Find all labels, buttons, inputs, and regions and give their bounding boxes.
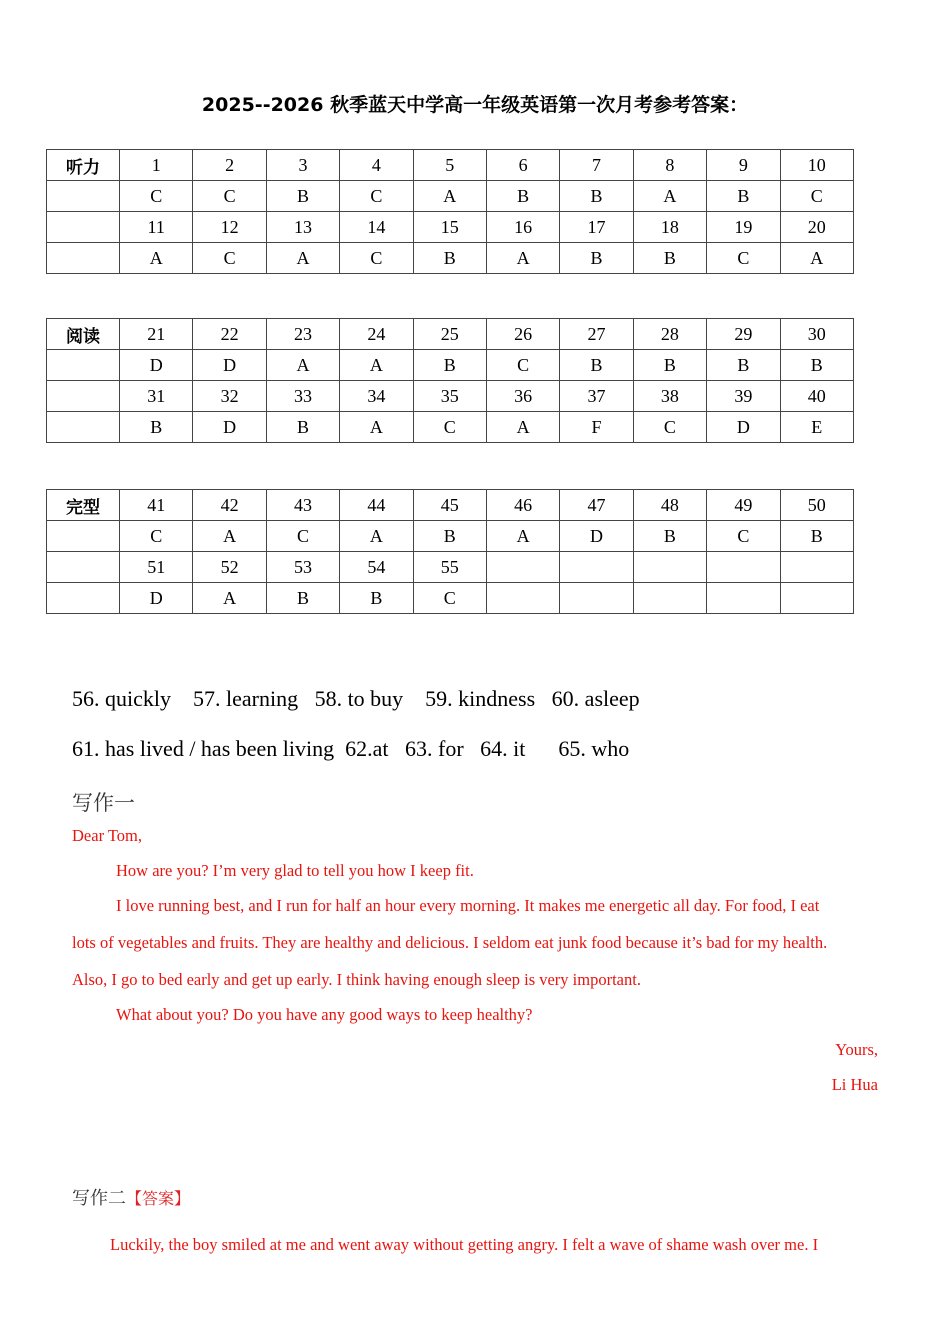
table-cell: 5 xyxy=(413,150,486,181)
table-cell: C xyxy=(707,521,780,552)
table-cell: B xyxy=(560,243,633,274)
table-cell: C xyxy=(266,521,339,552)
table-cell: 39 xyxy=(707,381,780,412)
table-cell: 9 xyxy=(707,150,780,181)
table-cell: B xyxy=(707,350,780,381)
table-cell xyxy=(780,583,853,614)
table-label: 阅读 xyxy=(47,319,120,350)
table-cell: 16 xyxy=(486,212,559,243)
table-cell: C xyxy=(340,181,413,212)
table-cell: D xyxy=(193,350,266,381)
table-label-empty xyxy=(47,381,120,412)
table-cell: B xyxy=(266,181,339,212)
table-cell: C xyxy=(120,521,193,552)
table-cell: 30 xyxy=(780,319,853,350)
writing-2-title-text: 写作二 xyxy=(72,1188,126,1209)
table-cell: A xyxy=(633,181,706,212)
reading-answer-table xyxy=(46,318,854,443)
table-label-empty xyxy=(47,552,120,583)
letter-paragraph-3: What about you? Do you have any good ways to keep healthy? xyxy=(116,1005,533,1024)
table-cell: 10 xyxy=(780,150,853,181)
table-cell: B xyxy=(560,350,633,381)
table-cell: 11 xyxy=(120,212,193,243)
table-cell: B xyxy=(633,521,706,552)
table-cell: 21 xyxy=(120,319,193,350)
table-cell: D xyxy=(120,583,193,614)
table-cell: C xyxy=(413,583,486,614)
table-cell: A xyxy=(120,243,193,274)
table-cell: A xyxy=(486,412,559,443)
page-title: 2025--2026 秋季蓝天中学高一年级英语第一次月考参考答案： xyxy=(201,94,749,116)
table-label-empty xyxy=(47,412,120,443)
table-cell: 15 xyxy=(413,212,486,243)
table-cell: A xyxy=(266,243,339,274)
table-cell: 3 xyxy=(266,150,339,181)
letter-greeting: Dear Tom, xyxy=(72,826,143,845)
table-cell: B xyxy=(707,181,780,212)
table-cell: 45 xyxy=(413,490,486,521)
table-cell: A xyxy=(266,350,339,381)
table-cell: 34 xyxy=(340,381,413,412)
table-cell: 52 xyxy=(193,552,266,583)
letter-paragraph-2-line-2: lots of vegetables and fruits. They are healthy and delicious. I seldom eat junk food because it’s bad for my health. xyxy=(72,933,828,952)
table-cell: 23 xyxy=(266,319,339,350)
table-cell: C xyxy=(780,181,853,212)
table-cell: 4 xyxy=(340,150,413,181)
table-cell: 38 xyxy=(633,381,706,412)
table-cell: A xyxy=(486,243,559,274)
table-cell: F xyxy=(560,412,633,443)
table-cell: C xyxy=(413,412,486,443)
table-cell: B xyxy=(266,412,339,443)
table-cell: 37 xyxy=(560,381,633,412)
table-cell: D xyxy=(120,350,193,381)
table-cell xyxy=(486,583,559,614)
table-cell: 20 xyxy=(780,212,853,243)
table-cell: B xyxy=(780,521,853,552)
table-cell: 29 xyxy=(707,319,780,350)
table-cell: 7 xyxy=(560,150,633,181)
table-label-empty xyxy=(47,521,120,552)
table-cell: C xyxy=(193,243,266,274)
table-cell: C xyxy=(486,350,559,381)
table-label-empty xyxy=(47,212,120,243)
writing-2-answer-line-1: Luckily, the boy smiled at me and went away without getting angry. I felt a wave of shame wash over me. I xyxy=(110,1235,819,1254)
table-cell: A xyxy=(780,243,853,274)
table-cell: D xyxy=(560,521,633,552)
table-cell: 22 xyxy=(193,319,266,350)
table-cell: 42 xyxy=(193,490,266,521)
table-cell: B xyxy=(266,583,339,614)
table-cell xyxy=(560,552,633,583)
table-cell: D xyxy=(707,412,780,443)
table-cell: 43 xyxy=(266,490,339,521)
table-cell xyxy=(780,552,853,583)
letter-closing: Yours, xyxy=(835,1040,878,1059)
table-cell xyxy=(707,583,780,614)
table-cell: B xyxy=(120,412,193,443)
table-cell: B xyxy=(633,350,706,381)
table-cell: 17 xyxy=(560,212,633,243)
table-cell: C xyxy=(340,243,413,274)
table-cell: 26 xyxy=(486,319,559,350)
table-cell: A xyxy=(340,412,413,443)
table-cell: C xyxy=(707,243,780,274)
table-cell: 25 xyxy=(413,319,486,350)
table-cell: 48 xyxy=(633,490,706,521)
writing-2-title xyxy=(72,1184,190,1210)
table-label-empty xyxy=(47,181,120,212)
table-cell: 27 xyxy=(560,319,633,350)
table-cell: A xyxy=(340,350,413,381)
table-cell: 28 xyxy=(633,319,706,350)
table-cell: 41 xyxy=(120,490,193,521)
letter-paragraph-2-line-1: I love running best, and I run for half an hour every morning. It makes me energetic all day. For food, I eat xyxy=(116,896,820,915)
table-cell: 13 xyxy=(266,212,339,243)
table-cell: 55 xyxy=(413,552,486,583)
table-cell: 24 xyxy=(340,319,413,350)
table-cell: 2 xyxy=(193,150,266,181)
table-cell: 50 xyxy=(780,490,853,521)
answer-tag: 【答案】 xyxy=(126,1189,191,1208)
table-cell xyxy=(560,583,633,614)
table-cell: B xyxy=(780,350,853,381)
table-cell: A xyxy=(413,181,486,212)
fill-blank-answers-line-1: 56. quickly 57. learning 58. to buy 59. kindness 60. asleep xyxy=(72,686,640,711)
table-cell: 36 xyxy=(486,381,559,412)
listening-answer-table xyxy=(46,149,854,274)
table-cell: E xyxy=(780,412,853,443)
table-cell: 6 xyxy=(486,150,559,181)
letter-paragraph-2-line-3: Also, I go to bed early and get up early. I think having enough sleep is very important. xyxy=(72,970,641,989)
table-label: 完型 xyxy=(47,490,120,521)
table-cell: B xyxy=(633,243,706,274)
table-cell: B xyxy=(413,350,486,381)
table-cell: 33 xyxy=(266,381,339,412)
table-cell xyxy=(633,583,706,614)
letter-paragraph-1: How are you? I’m very glad to tell you how I keep fit. xyxy=(116,861,474,880)
table-cell: 35 xyxy=(413,381,486,412)
table-cell: B xyxy=(413,521,486,552)
table-cell: A xyxy=(193,583,266,614)
cloze-answer-table xyxy=(46,489,854,614)
table-cell: 32 xyxy=(193,381,266,412)
fill-blank-answers-line-2: 61. has lived / has been living 62.at 63. for 64. it 65. who xyxy=(72,736,630,761)
table-cell: 31 xyxy=(120,381,193,412)
table-label-empty xyxy=(47,350,120,381)
table-cell xyxy=(707,552,780,583)
table-cell: C xyxy=(120,181,193,212)
table-cell: B xyxy=(413,243,486,274)
table-cell: 54 xyxy=(340,552,413,583)
table-cell: A xyxy=(486,521,559,552)
table-label: 听力 xyxy=(47,150,120,181)
table-cell: 14 xyxy=(340,212,413,243)
table-cell: B xyxy=(340,583,413,614)
table-cell: A xyxy=(340,521,413,552)
letter-signature: Li Hua xyxy=(831,1075,878,1094)
table-cell: C xyxy=(633,412,706,443)
table-cell: D xyxy=(193,412,266,443)
table-cell: 44 xyxy=(340,490,413,521)
table-cell: 40 xyxy=(780,381,853,412)
table-cell: 8 xyxy=(633,150,706,181)
table-cell: 1 xyxy=(120,150,193,181)
table-cell: 47 xyxy=(560,490,633,521)
table-cell xyxy=(486,552,559,583)
table-label-empty xyxy=(47,243,120,274)
table-cell: 19 xyxy=(707,212,780,243)
table-cell: 46 xyxy=(486,490,559,521)
table-cell: A xyxy=(193,521,266,552)
table-cell: 12 xyxy=(193,212,266,243)
table-cell: C xyxy=(193,181,266,212)
table-cell: B xyxy=(560,181,633,212)
table-cell: 18 xyxy=(633,212,706,243)
table-cell: 53 xyxy=(266,552,339,583)
table-cell: 51 xyxy=(120,552,193,583)
table-cell: B xyxy=(486,181,559,212)
table-cell: 49 xyxy=(707,490,780,521)
table-cell xyxy=(633,552,706,583)
table-label-empty xyxy=(47,583,120,614)
writing-1-title: 写作一 xyxy=(72,791,135,815)
